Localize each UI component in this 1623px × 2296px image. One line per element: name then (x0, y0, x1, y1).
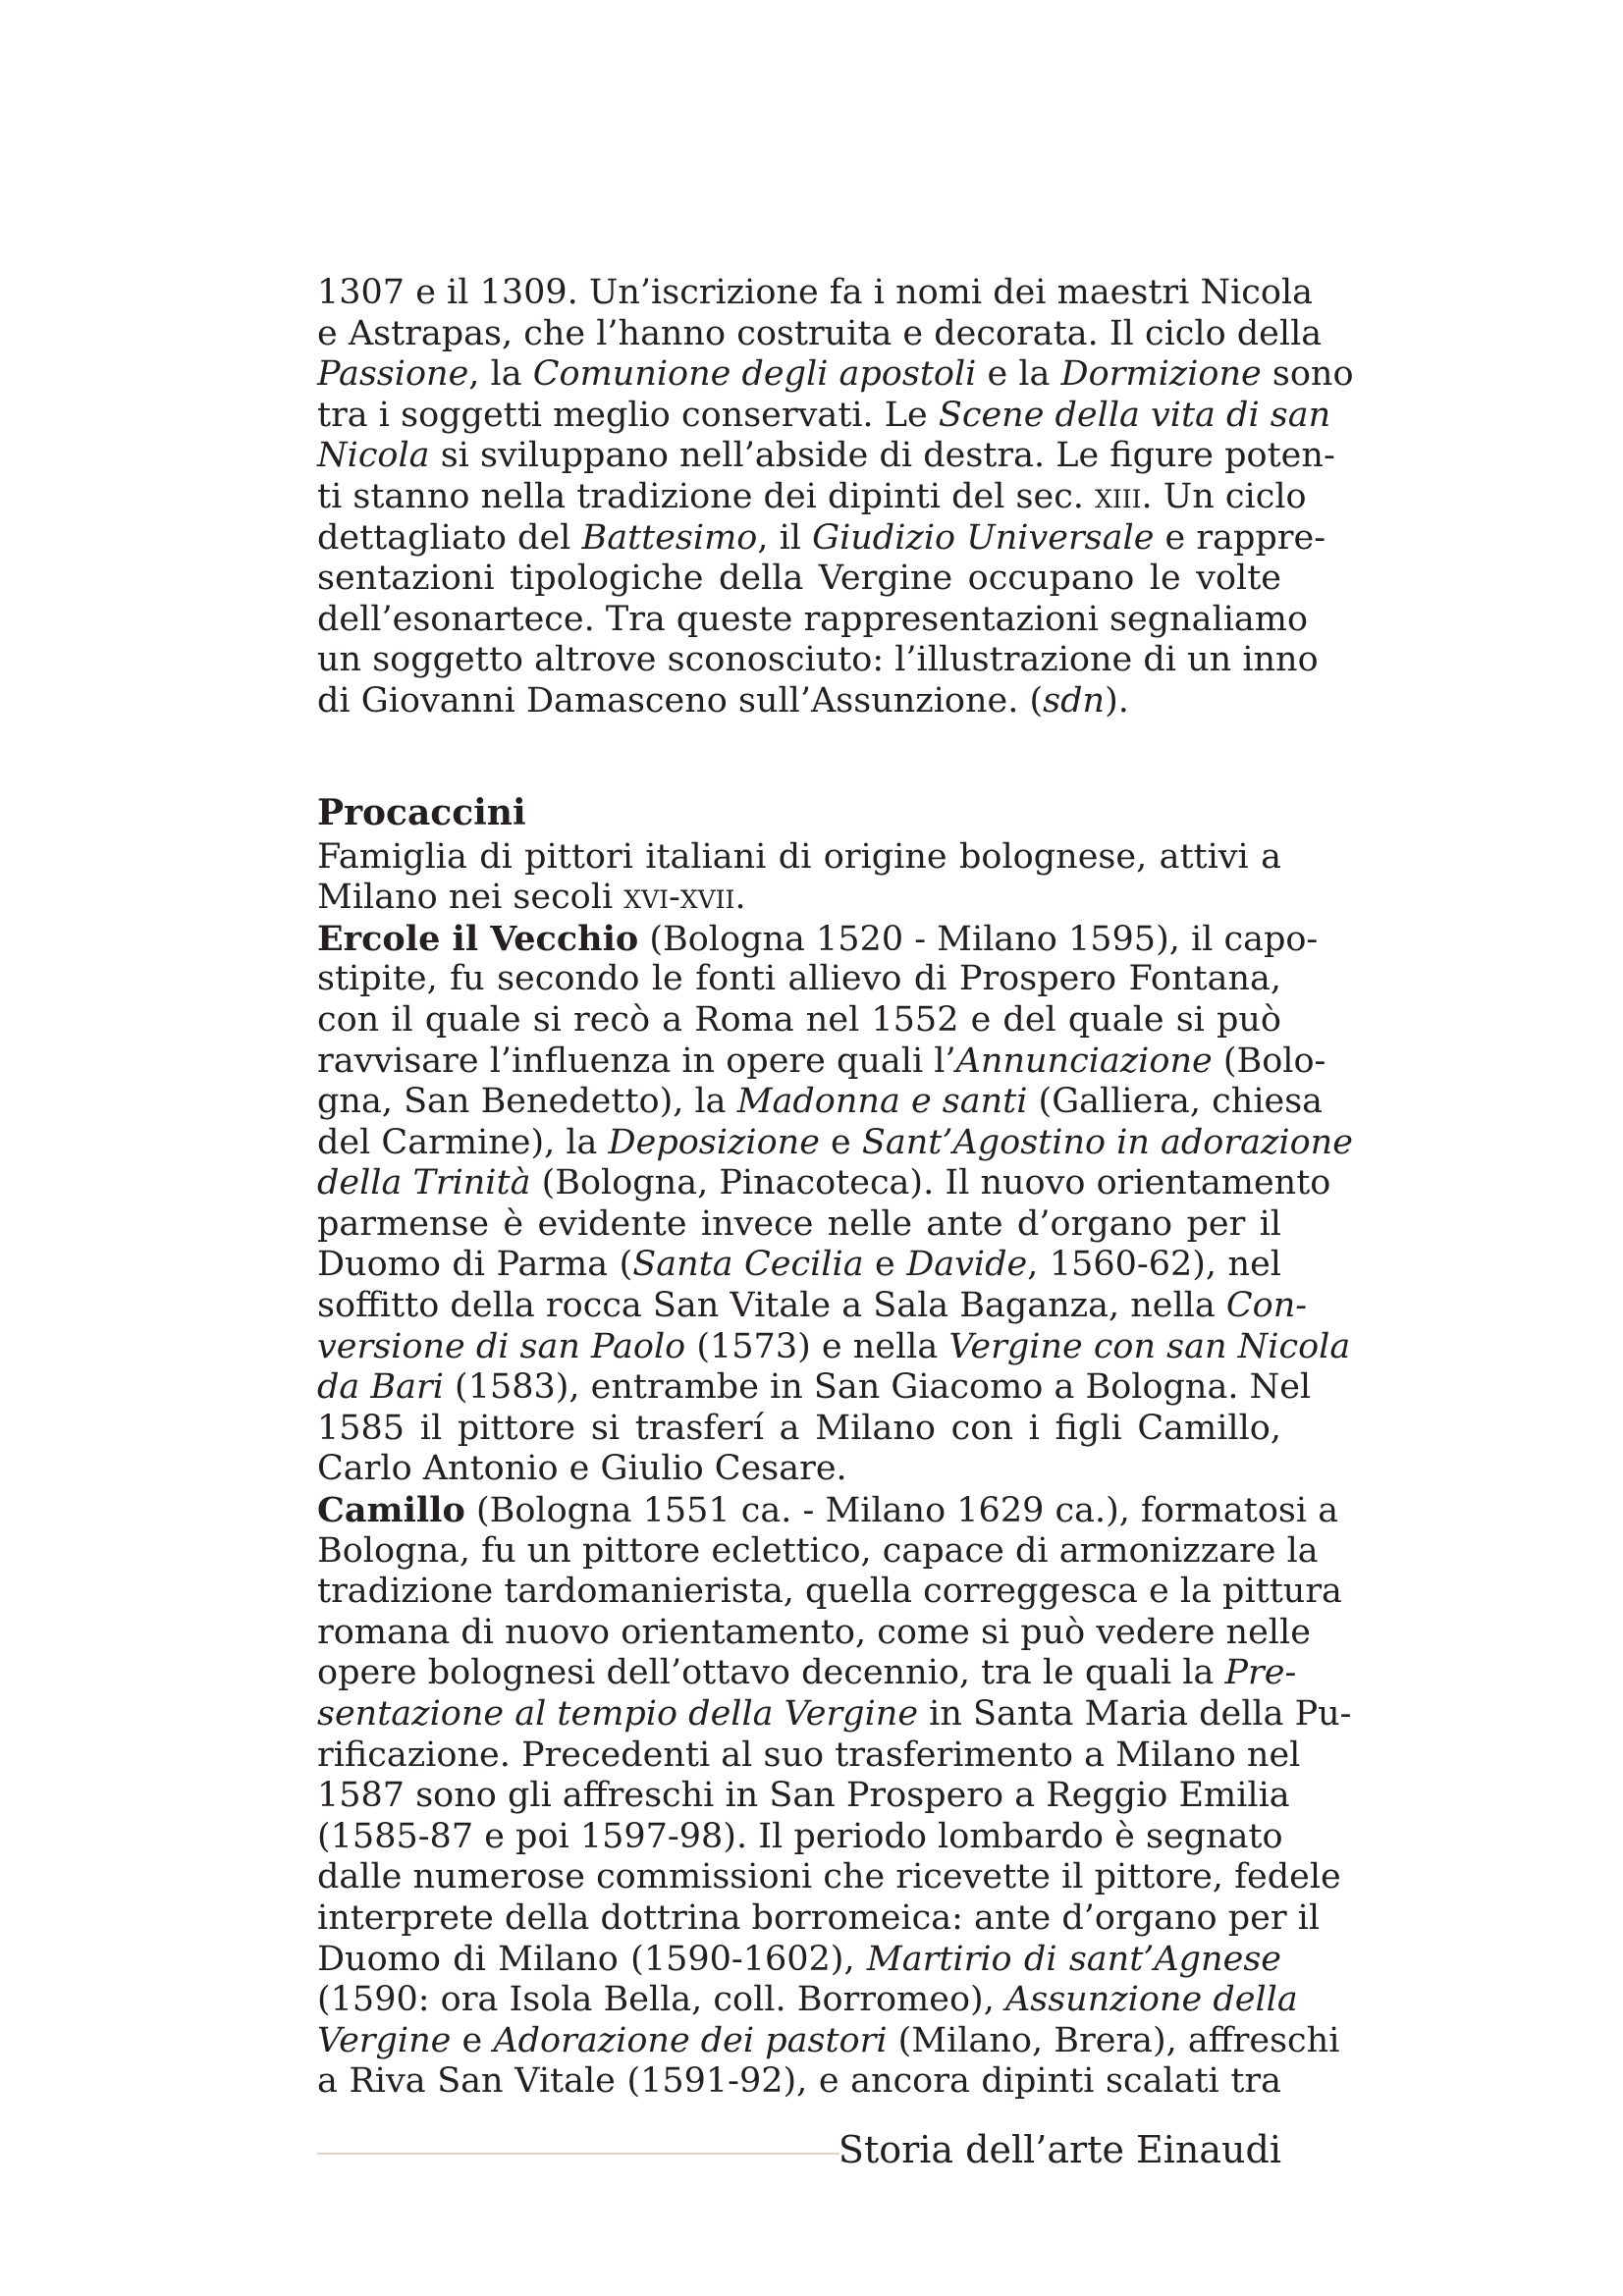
text-run: (1583), entrambe in San Giacomo a Bologna. Nel (443, 1367, 1312, 1408)
entry-body (317, 836, 1353, 2103)
text-run: 1585 il pittore si trasferí a Milano con i figli Camillo, (317, 1408, 1281, 1448)
text-run: tradizione tardomanierista, quella correggesca e la pittura (317, 1572, 1342, 1612)
text-run: e la (976, 354, 1061, 395)
text-run: opere bolognesi dell’ottavo decennio, tra le quali la (317, 1653, 1225, 1693)
text-run: Davide (906, 1245, 1028, 1285)
text-run: rificazione. Precedenti al suo trasferimento a Milano nel (317, 1735, 1301, 1775)
text-run: Con- (1225, 1286, 1308, 1326)
entry-heading: Procaccini (317, 791, 526, 833)
text-run: sdn (1043, 680, 1106, 721)
text-run: Carlo Antonio e Giulio Cesare. (317, 1449, 847, 1489)
text-run: Madonna e santi (736, 1082, 1028, 1122)
text-run: Duomo di Parma ( (317, 1245, 633, 1285)
text-line (317, 1857, 1341, 1898)
text-run: Annunciazione (955, 1041, 1213, 1081)
text-line (317, 837, 1281, 879)
text-run: (Bolo- (1212, 1041, 1326, 1081)
text-run: Nicola (317, 436, 430, 476)
text-run: Giudizio Universale (812, 517, 1155, 558)
text-run: (Galliera, chiesa (1027, 1082, 1324, 1122)
text-run: Bologna, fu un pittore eclettico, capace di armonizzare la (317, 1530, 1319, 1571)
text-run: (1585-87 e poi 1597-98). Il periodo lombardo è segnato (317, 1816, 1283, 1856)
text-line (317, 517, 1326, 560)
page-footer (317, 2128, 1281, 2171)
text-run: Comunione degli apostoli (532, 354, 977, 395)
text-run: sentazioni tipologiche della Vergine occupano le volte (317, 559, 1281, 599)
text-run: Assunzione della (1004, 1980, 1298, 2020)
text-run: (1590: ora Isola Bella, coll. Borromeo), (317, 1980, 1005, 2020)
text-line (317, 2061, 1281, 2103)
text-line (317, 1163, 1331, 1204)
text-line (317, 436, 1335, 477)
text-line (317, 1449, 1281, 1490)
text-run: . Un ciclo (1141, 476, 1307, 516)
text-run: dettagliato del (317, 517, 582, 558)
text-line (317, 959, 1281, 1000)
text-run: con il quale si recò a Roma nel 1552 e del quale si può (317, 999, 1281, 1040)
text-line (317, 1204, 1281, 1246)
text-run: in Santa Maria della Pu- (918, 1694, 1352, 1734)
text-line (317, 918, 1319, 960)
text-line (317, 395, 1331, 437)
text-run: ti stanno nella tradizione dei dipinti del sec. (317, 476, 1096, 516)
text-run: romana di nuovo orientamento, come si può vedere nelle (317, 1612, 1311, 1652)
text-line (317, 599, 1309, 641)
text-run: Santa Cecilia (632, 1245, 864, 1285)
text-run: un soggetto altrove sconosciuto: l’illustrazione di un inno (317, 640, 1319, 680)
text-run: da Bari (317, 1367, 444, 1408)
text-run: Ercole il Vecchio (317, 918, 639, 959)
text-line (317, 640, 1319, 681)
text-run: di Giovanni Damasceno sull’Assunzione. ( (317, 680, 1044, 721)
text-line (317, 1000, 1281, 1041)
text-run: Vergine (317, 2020, 452, 2060)
text-line (317, 476, 1307, 518)
page-text (317, 273, 1354, 2103)
text-line (317, 1490, 1339, 1531)
text-line (317, 1326, 1351, 1368)
text-line (317, 273, 1314, 314)
text-run: . (734, 878, 746, 918)
text-run: Sant’Agostino in adorazione (861, 1122, 1353, 1162)
text-run: (1573) e nella (685, 1326, 949, 1366)
text-run: e (451, 2020, 494, 2060)
text-line (317, 1367, 1312, 1409)
footer-title: Storia dell’arte Einaudi (838, 2128, 1281, 2171)
text-line (317, 1940, 1281, 1981)
text-run: ravvisare l’influenza in opere quali l’ (317, 1041, 956, 1081)
text-line (317, 1041, 1326, 1083)
text-run: Scene della vita di san (938, 395, 1331, 435)
text-run: Famiglia di pittori italiani di origine bolognese, attivi a (317, 836, 1281, 877)
text-run: Passione (317, 354, 469, 395)
text-line (317, 1530, 1319, 1573)
text-run: gna, San Benedetto), la (317, 1082, 737, 1122)
text-run: Milano nei secoli (317, 878, 624, 918)
text-line (317, 1897, 1321, 1940)
text-run: Dormizione (1060, 354, 1262, 395)
text-run: del Carmine), la (317, 1122, 609, 1162)
text-run: , 1560-62), nel (1027, 1245, 1281, 1285)
text-run: della Trinità (317, 1163, 531, 1203)
text-run: xiii (1095, 476, 1142, 516)
text-run: Deposizione (608, 1122, 820, 1162)
text-run: Camillo (317, 1490, 465, 1531)
text-run: , la (468, 354, 533, 395)
text-run: (Bologna, Pinacoteca). Il nuovo orientamento (530, 1163, 1331, 1203)
text-line (317, 1735, 1301, 1777)
text-run: stipite, fu secondo le fonti allievo di Prospero Fontana, (317, 959, 1281, 999)
text-run: (Bologna 1520 - Milano 1595), il capo- (638, 919, 1319, 959)
text-run: parmense è evidente invece nelle ante d’organo per il (317, 1203, 1281, 1244)
text-line (317, 559, 1281, 600)
text-run: a Riva San Vitale (1591-92), e ancora dipinti scalati tra (317, 2061, 1281, 2102)
text-run: e Astrapas, che l’hanno costruita e decorata. Il ciclo della (317, 313, 1323, 353)
text-line (317, 1082, 1324, 1123)
text-run: Adorazione dei pastori (493, 2020, 888, 2060)
text-run: Battesimo (581, 517, 758, 558)
text-run: Martirio di sant’Agnese (866, 1939, 1281, 1979)
text-run: Vergine con san Nicola (948, 1326, 1351, 1366)
text-line (317, 1245, 1281, 1286)
text-run: e (819, 1122, 862, 1162)
text-run: (Bologna 1551 ca. - Milano 1629 ca.), formatosi a (464, 1491, 1339, 1531)
text-run: 1307 e il 1309. Un’iscrizione fa i nomi dei maestri Nicola (317, 273, 1314, 312)
text-run: e (863, 1245, 907, 1285)
text-line (317, 1694, 1352, 1735)
text-run: tra i soggetti meglio conservati. Le (317, 395, 939, 435)
text-line (317, 1572, 1342, 1613)
text-run: 1587 sono gli affreschi in San Prospero a Reggio Emilia (317, 1776, 1290, 1816)
intro-paragraph (317, 273, 1354, 722)
text-line (317, 1409, 1281, 1450)
text-line (317, 878, 1281, 919)
text-run: Pre- (1224, 1653, 1297, 1693)
text-line (317, 313, 1323, 355)
text-line (317, 2020, 1340, 2062)
text-run: versione di san Paolo (317, 1326, 686, 1366)
text-run: dalle numerose commissioni che ricevette il pittore, fedele (317, 1857, 1341, 1897)
text-line (317, 1612, 1311, 1654)
text-line (317, 1980, 1298, 2021)
text-run: dell’esonartece. Tra queste rappresentazioni segnaliamo (317, 599, 1309, 639)
text-line (317, 354, 1354, 396)
text-run: e rappre- (1154, 517, 1326, 558)
text-line (317, 681, 1281, 722)
text-line (317, 1817, 1281, 1858)
text-run: si sviluppano nell’abside di destra. Le figure poten- (429, 436, 1335, 476)
text-run: sono (1261, 354, 1354, 395)
footer-rule (317, 2153, 839, 2155)
text-line (317, 1653, 1297, 1694)
text-line (317, 1122, 1353, 1164)
text-run: soffitto della rocca San Vitale a Sala Baganza, nella (317, 1286, 1226, 1326)
text-run: interprete della dottrina borromeica: ante d’organo per il (317, 1897, 1321, 1938)
text-run: Duomo di Milano (1590-1602), (317, 1939, 867, 1979)
text-run: sentazione al tempio della Vergine (317, 1694, 919, 1734)
text-line (317, 1286, 1308, 1327)
text-run: , il (757, 517, 813, 558)
text-run: ). (1105, 680, 1129, 721)
text-line (317, 1776, 1290, 1817)
text-run: xvi-xvii (623, 878, 735, 918)
text-run: (Milano, Brera), affreschi (887, 2020, 1340, 2060)
section-gap (317, 722, 1281, 788)
